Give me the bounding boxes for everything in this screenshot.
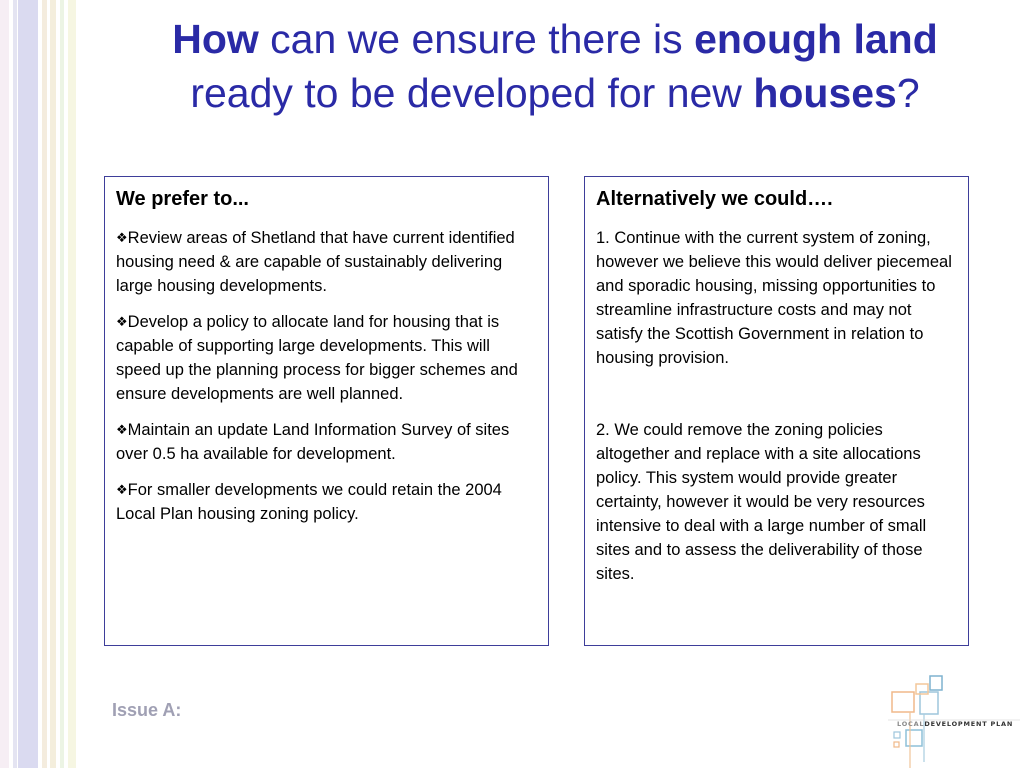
page-title bbox=[150, 12, 960, 120]
title-question-mark: ? bbox=[896, 70, 920, 116]
spacer bbox=[596, 382, 958, 418]
title-emph-enough-land: enough land bbox=[694, 16, 938, 62]
title-emph-houses: houses bbox=[753, 70, 897, 116]
preferred-option-heading: We prefer to... bbox=[116, 188, 249, 210]
alternative-option-box bbox=[584, 176, 969, 646]
diamond-bullet-icon: ❖ bbox=[116, 482, 128, 497]
diamond-bullet-icon: ❖ bbox=[116, 230, 128, 245]
ldp-logo-text: LOCALDEVELOPMENT PLAN bbox=[897, 720, 1014, 728]
alternative-option-heading: Alternatively we could…. bbox=[596, 188, 833, 210]
diamond-bullet-icon: ❖ bbox=[116, 422, 128, 437]
issue-label: Issue A: bbox=[112, 700, 182, 720]
diamond-bullet-icon: ❖ bbox=[116, 314, 128, 329]
preferred-option-item: ❖Maintain an update Land Information Survey of sites over 0.5 ha available for development. bbox=[116, 421, 510, 463]
preferred-option-box bbox=[104, 176, 549, 646]
alternative-option-item: 1. Continue with the current system of zoning, however we believe this would deliver piecemeal and sporadic housing, missing opportunities to streamline infrastructure costs and may not satisfy the Scottish Government in relation to housing provision. bbox=[596, 229, 952, 367]
title-text-2: ready to be developed for new bbox=[190, 70, 754, 116]
preferred-option-item: ❖For smaller developments we could retain the 2004 Local Plan housing zoning policy. bbox=[116, 481, 502, 523]
title-text-1: can we ensure there is bbox=[258, 16, 695, 62]
decorative-stripes bbox=[0, 0, 80, 768]
alternative-option-item: 2. We could remove the zoning policies altogether and replace with a site allocations policy. This system would provide greater certainty, however it would be very resources intensive to deal with a large number of small sites and to assess the deliverability of those sites. bbox=[596, 421, 927, 583]
preferred-option-item: ❖Review areas of Shetland that have current identified housing need & are capable of sustainably delivering large housing developments. bbox=[116, 229, 515, 295]
title-emph-how: How bbox=[172, 16, 259, 62]
preferred-option-item: ❖Develop a policy to allocate land for housing that is capable of supporting large developments. This will speed up the planning process for bigger schemes and ensure developments are well planned. bbox=[116, 313, 518, 403]
